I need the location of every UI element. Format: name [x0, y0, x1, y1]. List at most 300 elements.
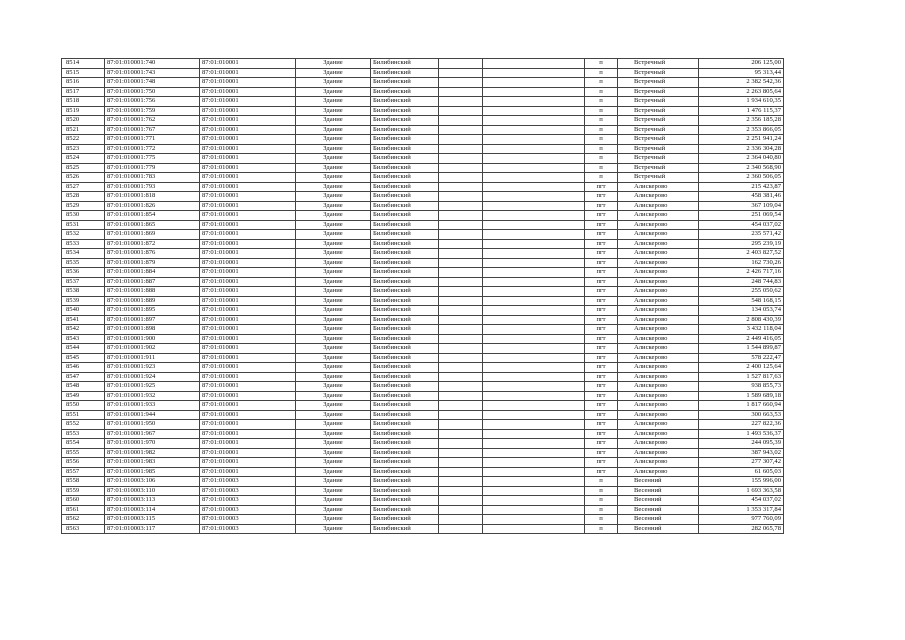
cadastral-quarter-cell: 87:01:010001: [200, 353, 296, 363]
settlement-type-cell: пгт: [585, 249, 618, 259]
cadastral-value-cell: 1 693 363,58: [699, 486, 784, 496]
district-cell: Билибинский: [371, 173, 439, 183]
empty-cell: [439, 59, 483, 69]
table-row: [62, 363, 784, 373]
empty-cell: [483, 296, 585, 306]
object-type-cell: Здание: [296, 372, 371, 382]
row-number-cell: 8558: [62, 477, 105, 487]
settlement-type-cell: п: [585, 116, 618, 126]
settlement-name-cell: Встречный: [618, 87, 699, 97]
table-row: [62, 211, 784, 221]
cadastral-quarter-cell: 87:01:010001: [200, 420, 296, 430]
district-cell: Билибинский: [371, 230, 439, 240]
empty-cell: [439, 477, 483, 487]
cadastral-quarter-cell: 87:01:010001: [200, 401, 296, 411]
cadastral-value-cell: 215 423,87: [699, 182, 784, 192]
table-row: [62, 97, 784, 107]
settlement-name-cell: Весенний: [618, 524, 699, 534]
empty-cell: [483, 515, 585, 525]
row-number-cell: 8529: [62, 201, 105, 211]
cadastral-quarter-cell: 87:01:010001: [200, 372, 296, 382]
settlement-type-cell: пгт: [585, 420, 618, 430]
settlement-type-cell: пгт: [585, 372, 618, 382]
empty-cell: [439, 239, 483, 249]
settlement-type-cell: п: [585, 125, 618, 135]
row-number-cell: 8548: [62, 382, 105, 392]
cadastral-value-cell: 2 449 416,05: [699, 334, 784, 344]
empty-cell: [483, 458, 585, 468]
settlement-name-cell: Встречный: [618, 154, 699, 164]
empty-cell: [483, 344, 585, 354]
empty-cell: [439, 306, 483, 316]
table-row: [62, 78, 784, 88]
district-cell: Билибинский: [371, 410, 439, 420]
settlement-type-cell: пгт: [585, 353, 618, 363]
cadastral-number-cell: 87:01:010001:762: [105, 116, 200, 126]
cadastral-number-cell: 87:01:010001:898: [105, 325, 200, 335]
settlement-type-cell: пгт: [585, 182, 618, 192]
district-cell: Билибинский: [371, 116, 439, 126]
empty-cell: [439, 201, 483, 211]
empty-cell: [483, 372, 585, 382]
cadastral-value-cell: 454 037,02: [699, 496, 784, 506]
row-number-cell: 8536: [62, 268, 105, 278]
cadastral-value-cell: 206 125,00: [699, 59, 784, 69]
settlement-type-cell: пгт: [585, 268, 618, 278]
empty-cell: [483, 315, 585, 325]
row-number-cell: 8538: [62, 287, 105, 297]
object-type-cell: Здание: [296, 135, 371, 145]
cadastral-quarter-cell: 87:01:010001: [200, 334, 296, 344]
cadastral-value-cell: 277 307,42: [699, 458, 784, 468]
object-type-cell: Здание: [296, 439, 371, 449]
object-type-cell: Здание: [296, 477, 371, 487]
settlement-name-cell: Алискерово: [618, 448, 699, 458]
district-cell: Билибинский: [371, 353, 439, 363]
district-cell: Билибинский: [371, 496, 439, 506]
empty-cell: [439, 192, 483, 202]
object-type-cell: Здание: [296, 249, 371, 259]
empty-cell: [483, 429, 585, 439]
row-number-cell: 8518: [62, 97, 105, 107]
empty-cell: [483, 135, 585, 145]
cadastral-quarter-cell: 87:01:010001: [200, 163, 296, 173]
district-cell: Билибинский: [371, 163, 439, 173]
cadastral-quarter-cell: 87:01:010001: [200, 344, 296, 354]
empty-cell: [439, 429, 483, 439]
row-number-cell: 8557: [62, 467, 105, 477]
settlement-type-cell: п: [585, 173, 618, 183]
district-cell: Билибинский: [371, 268, 439, 278]
settlement-name-cell: Алискерово: [618, 211, 699, 221]
settlement-type-cell: пгт: [585, 287, 618, 297]
cadastral-quarter-cell: 87:01:010001: [200, 68, 296, 78]
settlement-type-cell: п: [585, 87, 618, 97]
cadastral-number-cell: 87:01:010001:876: [105, 249, 200, 259]
district-cell: Билибинский: [371, 68, 439, 78]
empty-cell: [439, 467, 483, 477]
cadastral-number-cell: 87:01:010001:983: [105, 458, 200, 468]
empty-cell: [439, 68, 483, 78]
object-type-cell: Здание: [296, 220, 371, 230]
cadastral-quarter-cell: 87:01:010001: [200, 59, 296, 69]
table-row: [62, 125, 784, 135]
object-type-cell: Здание: [296, 467, 371, 477]
district-cell: Билибинский: [371, 249, 439, 259]
cadastral-value-cell: 1 493 536,37: [699, 429, 784, 439]
table-row: [62, 106, 784, 116]
row-number-cell: 8549: [62, 391, 105, 401]
row-number-cell: 8530: [62, 211, 105, 221]
cadastral-value-cell: 1 353 317,84: [699, 505, 784, 515]
settlement-name-cell: Весенний: [618, 505, 699, 515]
empty-cell: [439, 154, 483, 164]
cadastral-number-cell: 87:01:010001:950: [105, 420, 200, 430]
empty-cell: [483, 68, 585, 78]
row-number-cell: 8553: [62, 429, 105, 439]
table-row: [62, 515, 784, 525]
cadastral-number-cell: 87:01:010001:924: [105, 372, 200, 382]
district-cell: Билибинский: [371, 524, 439, 534]
cadastral-number-cell: 87:01:010003:114: [105, 505, 200, 515]
cadastral-quarter-cell: 87:01:010001: [200, 220, 296, 230]
cadastral-value-cell: 235 571,42: [699, 230, 784, 240]
cadastral-quarter-cell: 87:01:010001: [200, 230, 296, 240]
cadastral-value-cell: 2 336 304,28: [699, 144, 784, 154]
cadastral-value-cell: 1 817 660,94: [699, 401, 784, 411]
settlement-name-cell: Алискерово: [618, 182, 699, 192]
cadastral-value-cell: 2 382 542,36: [699, 78, 784, 88]
cadastral-value-cell: 2 403 827,52: [699, 249, 784, 259]
cadastral-number-cell: 87:01:010001:872: [105, 239, 200, 249]
table-row: [62, 353, 784, 363]
cadastral-value-cell: 295 239,19: [699, 239, 784, 249]
table-row: [62, 135, 784, 145]
cadastral-number-cell: 87:01:010003:113: [105, 496, 200, 506]
table-row: [62, 306, 784, 316]
row-number-cell: 8533: [62, 239, 105, 249]
settlement-name-cell: Алискерово: [618, 268, 699, 278]
row-number-cell: 8537: [62, 277, 105, 287]
settlement-type-cell: п: [585, 135, 618, 145]
cadastral-quarter-cell: 87:01:010001: [200, 97, 296, 107]
cadastral-quarter-cell: 87:01:010001: [200, 106, 296, 116]
settlement-type-cell: пгт: [585, 344, 618, 354]
table-row: [62, 144, 784, 154]
district-cell: Билибинский: [371, 59, 439, 69]
settlement-name-cell: Встречный: [618, 116, 699, 126]
table-row: [62, 116, 784, 126]
table-row: [62, 173, 784, 183]
empty-cell: [483, 97, 585, 107]
table-row: [62, 59, 784, 69]
table-row: [62, 182, 784, 192]
empty-cell: [439, 344, 483, 354]
empty-cell: [439, 325, 483, 335]
cadastral-quarter-cell: 87:01:010001: [200, 287, 296, 297]
cadastral-value-cell: 61 605,03: [699, 467, 784, 477]
empty-cell: [439, 268, 483, 278]
row-number-cell: 8546: [62, 363, 105, 373]
object-type-cell: Здание: [296, 268, 371, 278]
cadastral-quarter-cell: 87:01:010001: [200, 135, 296, 145]
row-number-cell: 8545: [62, 353, 105, 363]
row-number-cell: 8515: [62, 68, 105, 78]
district-cell: Билибинский: [371, 344, 439, 354]
cadastral-quarter-cell: 87:01:010003: [200, 524, 296, 534]
table-row: [62, 87, 784, 97]
district-cell: Билибинский: [371, 486, 439, 496]
empty-cell: [483, 448, 585, 458]
settlement-type-cell: пгт: [585, 458, 618, 468]
settlement-name-cell: Весенний: [618, 496, 699, 506]
row-number-cell: 8555: [62, 448, 105, 458]
table-row: [62, 410, 784, 420]
empty-cell: [483, 144, 585, 154]
cadastral-value-cell: 2 808 430,39: [699, 315, 784, 325]
cadastral-value-cell: 2 364 040,80: [699, 154, 784, 164]
settlement-name-cell: Встречный: [618, 68, 699, 78]
table-row: [62, 458, 784, 468]
table-row: [62, 287, 784, 297]
settlement-name-cell: Алискерово: [618, 372, 699, 382]
empty-cell: [439, 524, 483, 534]
cadastral-number-cell: 87:01:010001:895: [105, 306, 200, 316]
empty-cell: [439, 486, 483, 496]
settlement-name-cell: Алискерово: [618, 192, 699, 202]
empty-cell: [439, 97, 483, 107]
cadastral-value-cell: 95 313,44: [699, 68, 784, 78]
settlement-name-cell: Алискерово: [618, 410, 699, 420]
settlement-type-cell: п: [585, 154, 618, 164]
settlement-name-cell: Встречный: [618, 144, 699, 154]
settlement-name-cell: Алискерово: [618, 353, 699, 363]
cadastral-value-cell: 1 544 899,87: [699, 344, 784, 354]
cadastral-number-cell: 87:01:010001:865: [105, 220, 200, 230]
cadastral-quarter-cell: 87:01:010001: [200, 211, 296, 221]
table-row: [62, 448, 784, 458]
settlement-type-cell: п: [585, 505, 618, 515]
settlement-type-cell: пгт: [585, 410, 618, 420]
table-row: [62, 401, 784, 411]
empty-cell: [439, 125, 483, 135]
object-type-cell: Здание: [296, 420, 371, 430]
settlement-type-cell: п: [585, 97, 618, 107]
empty-cell: [439, 230, 483, 240]
empty-cell: [483, 211, 585, 221]
district-cell: Билибинский: [371, 125, 439, 135]
settlement-name-cell: Алискерово: [618, 277, 699, 287]
row-number-cell: 8524: [62, 154, 105, 164]
empty-cell: [483, 505, 585, 515]
cadastral-value-cell: 387 943,02: [699, 448, 784, 458]
object-type-cell: Здание: [296, 505, 371, 515]
empty-cell: [483, 401, 585, 411]
table-row: [62, 296, 784, 306]
cadastral-quarter-cell: 87:01:010003: [200, 515, 296, 525]
district-cell: Билибинский: [371, 201, 439, 211]
empty-cell: [483, 287, 585, 297]
cadastral-quarter-cell: 87:01:010001: [200, 363, 296, 373]
row-number-cell: 8547: [62, 372, 105, 382]
settlement-name-cell: Алискерово: [618, 334, 699, 344]
row-number-cell: 8528: [62, 192, 105, 202]
empty-cell: [439, 249, 483, 259]
settlement-name-cell: Алискерово: [618, 382, 699, 392]
settlement-name-cell: Алискерово: [618, 296, 699, 306]
empty-cell: [483, 439, 585, 449]
cadastral-number-cell: 87:01:010001:779: [105, 163, 200, 173]
district-cell: Билибинский: [371, 467, 439, 477]
cadastral-number-cell: 87:01:010001:970: [105, 439, 200, 449]
row-number-cell: 8542: [62, 325, 105, 335]
row-number-cell: 8531: [62, 220, 105, 230]
row-number-cell: 8561: [62, 505, 105, 515]
settlement-type-cell: пгт: [585, 220, 618, 230]
district-cell: Билибинский: [371, 458, 439, 468]
empty-cell: [439, 382, 483, 392]
settlement-type-cell: пгт: [585, 391, 618, 401]
cadastral-quarter-cell: 87:01:010001: [200, 458, 296, 468]
empty-cell: [483, 410, 585, 420]
cadastral-quarter-cell: 87:01:010001: [200, 201, 296, 211]
object-type-cell: Здание: [296, 401, 371, 411]
cadastral-quarter-cell: 87:01:010001: [200, 268, 296, 278]
settlement-type-cell: пгт: [585, 315, 618, 325]
settlement-type-cell: п: [585, 144, 618, 154]
cadastral-value-cell: 367 109,04: [699, 201, 784, 211]
settlement-type-cell: пгт: [585, 467, 618, 477]
cadastral-value-cell: 1 527 817,63: [699, 372, 784, 382]
object-type-cell: Здание: [296, 154, 371, 164]
empty-cell: [483, 363, 585, 373]
row-number-cell: 8541: [62, 315, 105, 325]
table-row: [62, 239, 784, 249]
table-row: [62, 439, 784, 449]
settlement-name-cell: Алискерово: [618, 239, 699, 249]
empty-cell: [439, 353, 483, 363]
object-type-cell: Здание: [296, 429, 371, 439]
table-row: [62, 334, 784, 344]
cadastral-quarter-cell: 87:01:010001: [200, 258, 296, 268]
settlement-type-cell: пгт: [585, 201, 618, 211]
cadastral-number-cell: 87:01:010001:771: [105, 135, 200, 145]
row-number-cell: 8550: [62, 401, 105, 411]
row-number-cell: 8521: [62, 125, 105, 135]
cadastral-number-cell: 87:01:010001:985: [105, 467, 200, 477]
table-row: [62, 382, 784, 392]
object-type-cell: Здание: [296, 496, 371, 506]
settlement-name-cell: Алискерово: [618, 420, 699, 430]
empty-cell: [483, 116, 585, 126]
table-row: [62, 429, 784, 439]
object-type-cell: Здание: [296, 230, 371, 240]
cadastral-number-cell: 87:01:010001:982: [105, 448, 200, 458]
object-type-cell: Здание: [296, 353, 371, 363]
cadastral-number-cell: 87:01:010001:911: [105, 353, 200, 363]
settlement-name-cell: Алискерово: [618, 344, 699, 354]
cadastral-value-cell: 2 360 506,05: [699, 173, 784, 183]
cadastral-number-cell: 87:01:010001:783: [105, 173, 200, 183]
district-cell: Билибинский: [371, 505, 439, 515]
settlement-type-cell: пгт: [585, 334, 618, 344]
empty-cell: [483, 391, 585, 401]
empty-cell: [439, 78, 483, 88]
cadastral-quarter-cell: 87:01:010001: [200, 467, 296, 477]
settlement-name-cell: Встречный: [618, 125, 699, 135]
settlement-name-cell: Весенний: [618, 477, 699, 487]
district-cell: Билибинский: [371, 106, 439, 116]
cadastral-number-cell: 87:01:010001:933: [105, 401, 200, 411]
object-type-cell: Здание: [296, 382, 371, 392]
cadastral-value-cell: 282 065,78: [699, 524, 784, 534]
cadastral-number-cell: 87:01:010001:767: [105, 125, 200, 135]
cadastral-quarter-cell: 87:01:010001: [200, 192, 296, 202]
cadastral-number-cell: 87:01:010001:854: [105, 211, 200, 221]
settlement-type-cell: пгт: [585, 296, 618, 306]
object-type-cell: Здание: [296, 334, 371, 344]
row-number-cell: 8516: [62, 78, 105, 88]
row-number-cell: 8535: [62, 258, 105, 268]
empty-cell: [439, 258, 483, 268]
empty-cell: [483, 467, 585, 477]
cadastral-quarter-cell: 87:01:010001: [200, 296, 296, 306]
cadastral-quarter-cell: 87:01:010001: [200, 325, 296, 335]
cadastral-quarter-cell: 87:01:010001: [200, 429, 296, 439]
row-number-cell: 8517: [62, 87, 105, 97]
empty-cell: [439, 163, 483, 173]
settlement-type-cell: пгт: [585, 429, 618, 439]
object-type-cell: Здание: [296, 78, 371, 88]
cadastral-number-cell: 87:01:010001:743: [105, 68, 200, 78]
settlement-type-cell: п: [585, 477, 618, 487]
cadastral-value-cell: 1 476 115,37: [699, 106, 784, 116]
cadastral-value-cell: 2 263 805,64: [699, 87, 784, 97]
empty-cell: [483, 420, 585, 430]
object-type-cell: Здание: [296, 106, 371, 116]
object-type-cell: Здание: [296, 363, 371, 373]
table-row: [62, 68, 784, 78]
cadastral-number-cell: 87:01:010001:818: [105, 192, 200, 202]
settlement-type-cell: п: [585, 68, 618, 78]
empty-cell: [483, 382, 585, 392]
district-cell: Билибинский: [371, 477, 439, 487]
settlement-name-cell: Алискерово: [618, 230, 699, 240]
district-cell: Билибинский: [371, 154, 439, 164]
district-cell: Билибинский: [371, 78, 439, 88]
object-type-cell: Здание: [296, 410, 371, 420]
row-number-cell: 8540: [62, 306, 105, 316]
empty-cell: [439, 211, 483, 221]
cadastral-number-cell: 87:01:010001:775: [105, 154, 200, 164]
district-cell: Билибинский: [371, 144, 439, 154]
empty-cell: [483, 154, 585, 164]
cadastral-value-cell: 2 400 125,64: [699, 363, 784, 373]
empty-cell: [439, 287, 483, 297]
object-type-cell: Здание: [296, 515, 371, 525]
cadastral-value-table: [61, 58, 784, 534]
cadastral-quarter-cell: 87:01:010001: [200, 144, 296, 154]
row-number-cell: 8554: [62, 439, 105, 449]
settlement-name-cell: Алискерово: [618, 429, 699, 439]
cadastral-quarter-cell: 87:01:010001: [200, 315, 296, 325]
cadastral-number-cell: 87:01:010001:826: [105, 201, 200, 211]
table-row: [62, 477, 784, 487]
cadastral-value-cell: 977 760,09: [699, 515, 784, 525]
settlement-type-cell: пгт: [585, 363, 618, 373]
row-number-cell: 8532: [62, 230, 105, 240]
empty-cell: [483, 163, 585, 173]
